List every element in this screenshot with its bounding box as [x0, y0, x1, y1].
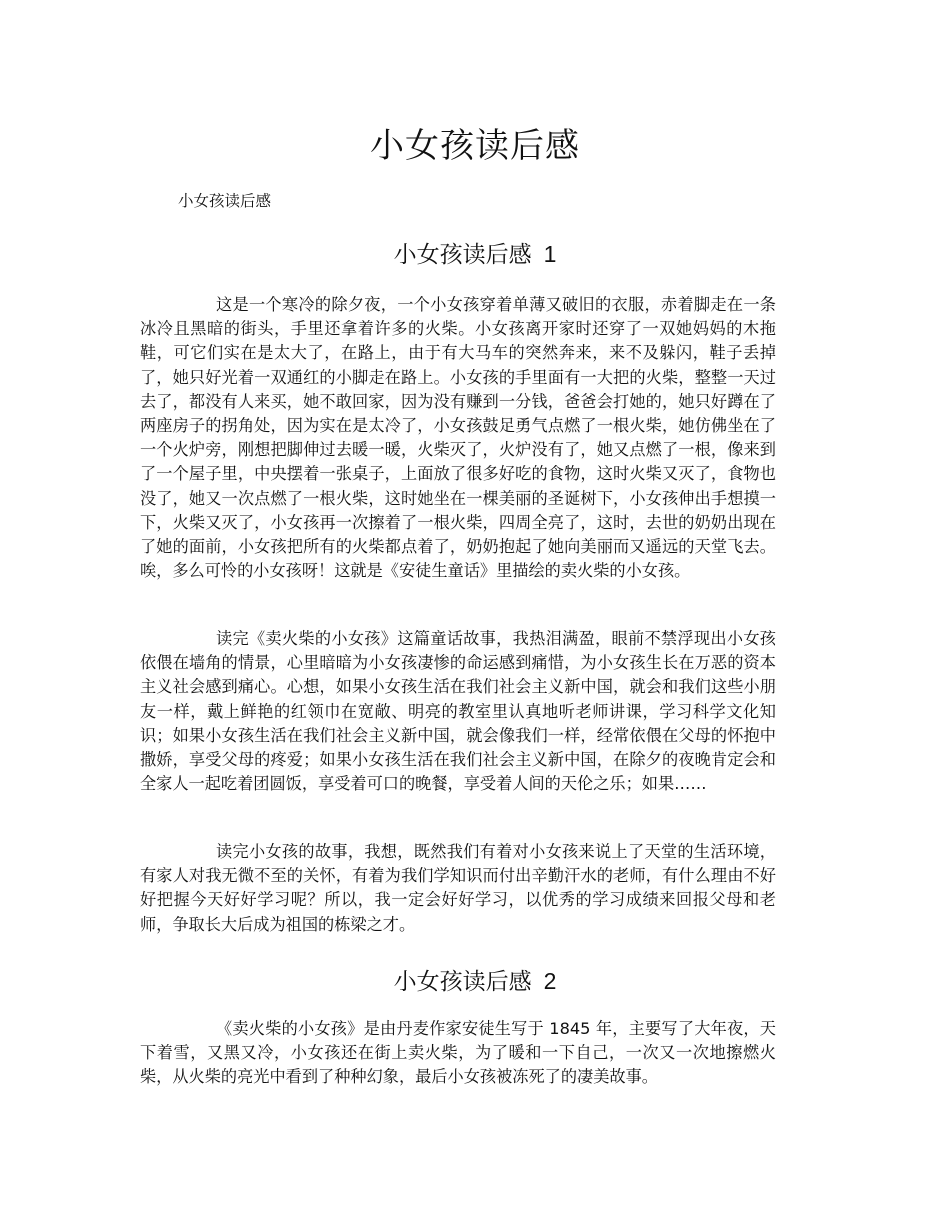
- section-heading-number: 2: [543, 968, 557, 994]
- document-subtitle: 小女孩读后感: [178, 192, 272, 210]
- section-heading-1: [0, 236, 950, 269]
- paragraph: 《卖火柴的小女孩》是由丹麦作家安徒生写于 1845 年，主要写了大年夜，天下着雪，又黑又冷，小女孩还在街上卖火柴，为了暖和一下自己，一次又一次地擦燃火柴，从火柴的亮光中看到了种种幻象，最后小女孩被冻死了的凄美故事。: [140, 1019, 776, 1087]
- paragraph: 读完小女孩的故事，我想，既然我们有着对小女孩来说上了天堂的生活环境，有家人对我无微不至的关怀，有着为我们学知识而付出辛勤汗水的老师，有什么理由不好好把握今天好好学习呢？所以，我一定会好好学习，以优秀的学习成绩来回报父母和老师，争取长大后成为祖国的栋梁之才。: [140, 842, 776, 934]
- section-heading-2: [0, 963, 950, 996]
- section-heading-text: 小女孩读后感: [393, 242, 532, 268]
- document-title: 小女孩读后感: [370, 126, 580, 166]
- paragraph: 读完《卖火柴的小女孩》这篇童话故事，我热泪满盈，眼前不禁浮现出小女孩依偎在墙角的情景，心里暗暗为小女孩凄惨的命运感到痛惜，为小女孩生长在万恶的资本主义社会感到痛心。心想，如果小女孩生活在我们社会主义新中国，就会和我们这些小朋友一样，戴上鲜艳的红领巾在宽敞、明亮的教室里认真地听老师讲课，学习科学文化知识；如果小女孩生活在我们社会主义新中国，就会像我们一样，经常依偎在父母的怀抱中撒娇，享受父母的疼爱；如果小女孩生活在我们社会主义新中国，在除夕的夜晚肯定会和全家人一起吃着团圆饭，享受着可口的晚餐，享受着人间的天伦之乐；如果……: [140, 629, 776, 794]
- section-heading-number: 1: [543, 241, 557, 267]
- paragraph: 这是一个寒冷的除夕夜，一个小女孩穿着单薄又破旧的衣服，赤着脚走在一条冰冷且黑暗的街头，手里还拿着许多的火柴。小女孩离开家时还穿了一双她妈妈的木拖鞋，可它们实在是太大了，在路上，由于有大马车的突然奔来，来不及躲闪，鞋子丢掉了，她只好光着一双通红的小脚走在路上。小女孩的手里面有一大把的火柴，整整一天过去了，都没有人来买，她不敢回家，因为没有赚到一分钱，爸爸会打她的，她只好蹲在了两座房子的拐角处，因为实在是太冷了，小女孩鼓足勇气点燃了一根火柴，她仿佛坐在了一个火炉旁，刚想把脚伸过去暖一暖，火柴灭了，火炉没有了，她又点燃了一根，像来到了一个屋子里，中央摆着一张桌子，上面放了很多好吃的食物，这时火柴又灭了，食物也没了，她又一次点燃了一根火柴，这时她坐在一棵美丽的圣诞树下，小女孩伸出手想摸一下，火柴又灭了，小女孩再一次擦着了一根火柴，四周全亮了，这时，去世的奶奶出现在了她的面前，小女孩把所有的火柴都点着了，奶奶抱起了她向美丽而又遥远的天堂飞去。唉，多么可怜的小女孩呀！这就是《安徒生童话》里描绘的卖火柴的小女孩。: [140, 295, 776, 581]
- section-heading-text: 小女孩读后感: [393, 969, 532, 995]
